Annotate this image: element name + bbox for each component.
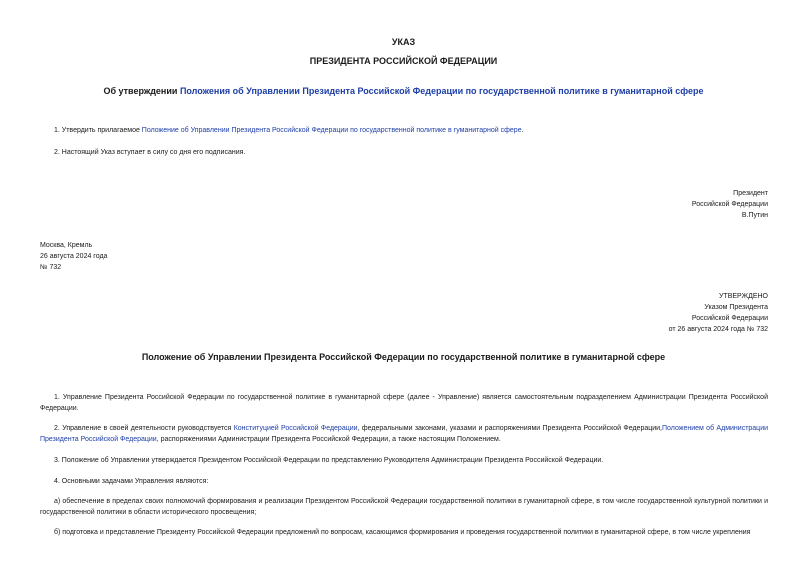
regulation-paragraph-2 <box>40 423 768 445</box>
decree-item-1 <box>54 125 524 136</box>
constitution-link[interactable]: Конституцией Российской Федерации <box>233 425 358 432</box>
regulation-paragraph-4: 4. Основными задачами Управления являются: <box>54 478 209 485</box>
decree-item-1-prefix: 1. Утвердить прилагаемое <box>54 127 142 134</box>
decree-about-prefix: Об утверждении <box>103 86 180 96</box>
approved-date: от 26 августа 2024 года № 732 <box>668 326 768 333</box>
regulation-paragraph-2-c: , распоряжениями Администрации Президента Российской Федерации, а также настоящим Положением. <box>156 436 501 443</box>
decree-about <box>0 86 807 96</box>
place-city: Москва, Кремль <box>40 242 93 249</box>
decree-item-1-suffix: . <box>521 127 524 134</box>
regulation-link-heading[interactable]: Положения об Управлении Президента Российской Федерации по государственной политике в гуманитарной сфере <box>179 86 704 96</box>
regulation-paragraph-4b: б) подготовка и представление Президенту Российской Федерации предложений по вопросам, касающимся формирования и проведения государственной политики в гуманитарной сфере, в том числе укрепления <box>54 529 751 536</box>
approved-label: УТВЕРЖДЕНО <box>718 293 768 300</box>
place-number: № 732 <box>40 264 62 271</box>
signature-country: Российской Федерации <box>691 201 768 208</box>
regulation-title: Положение об Управлении Президента Российской Федерации по государственной политике в гуманитарной сфере <box>141 352 666 362</box>
approved-country: Российской Федерации <box>691 315 768 322</box>
decree-subtitle: ПРЕЗИДЕНТА РОССИЙСКОЙ ФЕДЕРАЦИИ <box>309 56 498 66</box>
approved-by: Указом Президента <box>704 304 768 311</box>
regulation-paragraph-3: 3. Положение об Управлении утверждается Президентом Российской Федерации по представлению Руководителя Администрации Президента Российской Федерации. <box>54 457 604 464</box>
regulation-paragraph-4a: а) обеспечение в пределах своих полномочий формирования и реализации Президентом Российской Федерации государственной политики в гуманитарной сфере, в том числе государственной культурной политики и государственной политики в области исторического просвещения; <box>40 498 768 516</box>
decree-title: УКАЗ <box>391 37 416 47</box>
signature-name: В.Путин <box>741 212 768 219</box>
regulation-paragraph-1: 1. Управление Президента Российской Федерации по государственной политике в гуманитарной сфере (далее - Управление) является самостоятельным подразделением Администрации Президента Российской Федерации. <box>40 394 768 412</box>
regulation-paragraph-2-b: , федеральными законами, указами и распоряжениями Президента Российской Федерации, <box>357 425 663 432</box>
regulation-link[interactable]: Положение об Управлении Президента Российской Федерации по государственной политике в гуманитарной сфере <box>141 127 522 134</box>
regulation-paragraph-2-a: 2. Управление в своей деятельности руководствуется <box>54 425 234 432</box>
decree-item-2: 2. Настоящий Указ вступает в силу со дня его подписания. <box>54 149 246 156</box>
place-date: 26 августа 2024 года <box>40 253 108 260</box>
administration-regulation-link[interactable]: Положением об Администрации Президента Российской Федерации <box>40 425 769 443</box>
signature-title: Президент <box>733 190 768 197</box>
